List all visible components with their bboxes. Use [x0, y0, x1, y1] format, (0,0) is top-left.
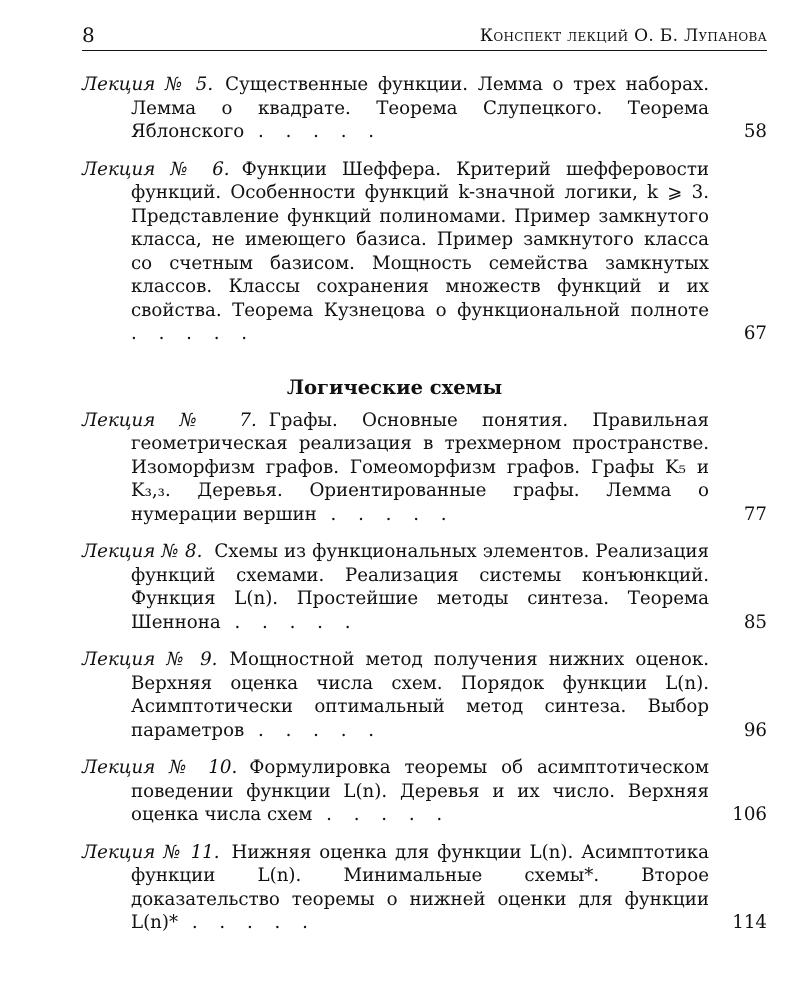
toc-entries-top	[82, 73, 767, 346]
page-ref[interactable]: 58	[743, 121, 767, 142]
lecture-topics: Мощностной метод получения нижних оценок. Верхняя оценка числа схем. Порядок функции L(n). Асимптотически оптимальный метод синтеза. Выбор параметров	[131, 649, 709, 741]
dot-leader: . . . . .	[131, 323, 256, 344]
toc-entry[interactable]	[82, 409, 767, 527]
lecture-topics: Схемы из функциональных элементов. Реализация функций схемами. Реализация системы конъюнкций. Функция L(n). Простейшие методы синтеза. Теорема Шеннона	[131, 541, 709, 633]
lecture-label: Лекция № 8.	[82, 541, 203, 562]
running-title: Конспект лекций О. Б. Лупанова	[479, 26, 767, 46]
dot-leader: . . . . .	[244, 719, 383, 741]
dot-leader: . . . . .	[316, 503, 455, 525]
toc-entry[interactable]	[82, 756, 767, 827]
page-ref[interactable]: 114	[732, 912, 767, 933]
lecture-label: Лекция № 10.	[82, 757, 238, 778]
lecture-topics: Формулировка теоремы об асимптотическом поведении функции L(n). Деревья и их число. Верхняя оценка числа схем	[131, 757, 709, 825]
toc-entry[interactable]	[82, 158, 767, 346]
lecture-label: Лекция № 9.	[82, 649, 218, 670]
lecture-topics: Существенные функции. Лемма о трех наборах. Лемма о квадрате. Теорема Слупецкого. Теорема Яблонского	[131, 74, 710, 142]
toc-entry[interactable]	[82, 648, 767, 742]
lecture-topics: Нижняя оценка для функции L(n). Асимптотика функции L(n). Минимальные схемы*. Второе доказательство теоремы о нижней оценки для функции L(n)*	[131, 841, 709, 933]
page-ref[interactable]: 67	[743, 323, 767, 344]
page-header	[82, 18, 767, 51]
lecture-label: Лекция № 11.	[82, 841, 220, 863]
lecture-label: Лекция № 5.	[82, 74, 214, 95]
page-number: 8	[82, 23, 95, 47]
lecture-topics: Графы. Основные понятия. Правильная геометрическая реализация в трехмерном пространстве. Изоморфизм графов. Гомеоморфизм графов. Графы K₅ и K₃,₃. Деревья. Ориентированные графы. Лемма о нумерации вершин	[131, 409, 709, 525]
page-ref[interactable]: 96	[743, 719, 767, 741]
lecture-label: Лекция № 6.	[82, 158, 230, 180]
dot-leader: . . . . .	[312, 804, 451, 825]
dot-leader: . . . . .	[244, 121, 383, 142]
toc-entry[interactable]	[82, 73, 767, 144]
page-ref[interactable]: 77	[743, 503, 767, 525]
dot-leader: . . . . .	[178, 912, 316, 933]
page-ref[interactable]: 106	[732, 804, 767, 825]
lecture-topics: Функции Шеффера. Критерий шефферовости функций. Особенности функций k-значной логики, k ⩾ 3. Представление функций полиномами. Пример замкнутого класса, не имеющего базиса. Пример замкнутого класса со счетным базисом. Мощность семейства замкнутых классов. Классы сохранения множеств функций и их свойства. Теорема Кузнецова о функциональной полноте	[131, 158, 710, 321]
toc-entries-bottom	[82, 409, 767, 935]
section-title: Логические схемы	[286, 375, 503, 399]
toc-entry[interactable]	[82, 540, 767, 634]
toc-entry[interactable]	[82, 841, 767, 935]
dot-leader: . . . . .	[220, 611, 359, 633]
lecture-label: Лекция № 7.	[82, 409, 257, 431]
toc-page	[82, 18, 767, 935]
page-ref[interactable]: 85	[743, 611, 767, 633]
